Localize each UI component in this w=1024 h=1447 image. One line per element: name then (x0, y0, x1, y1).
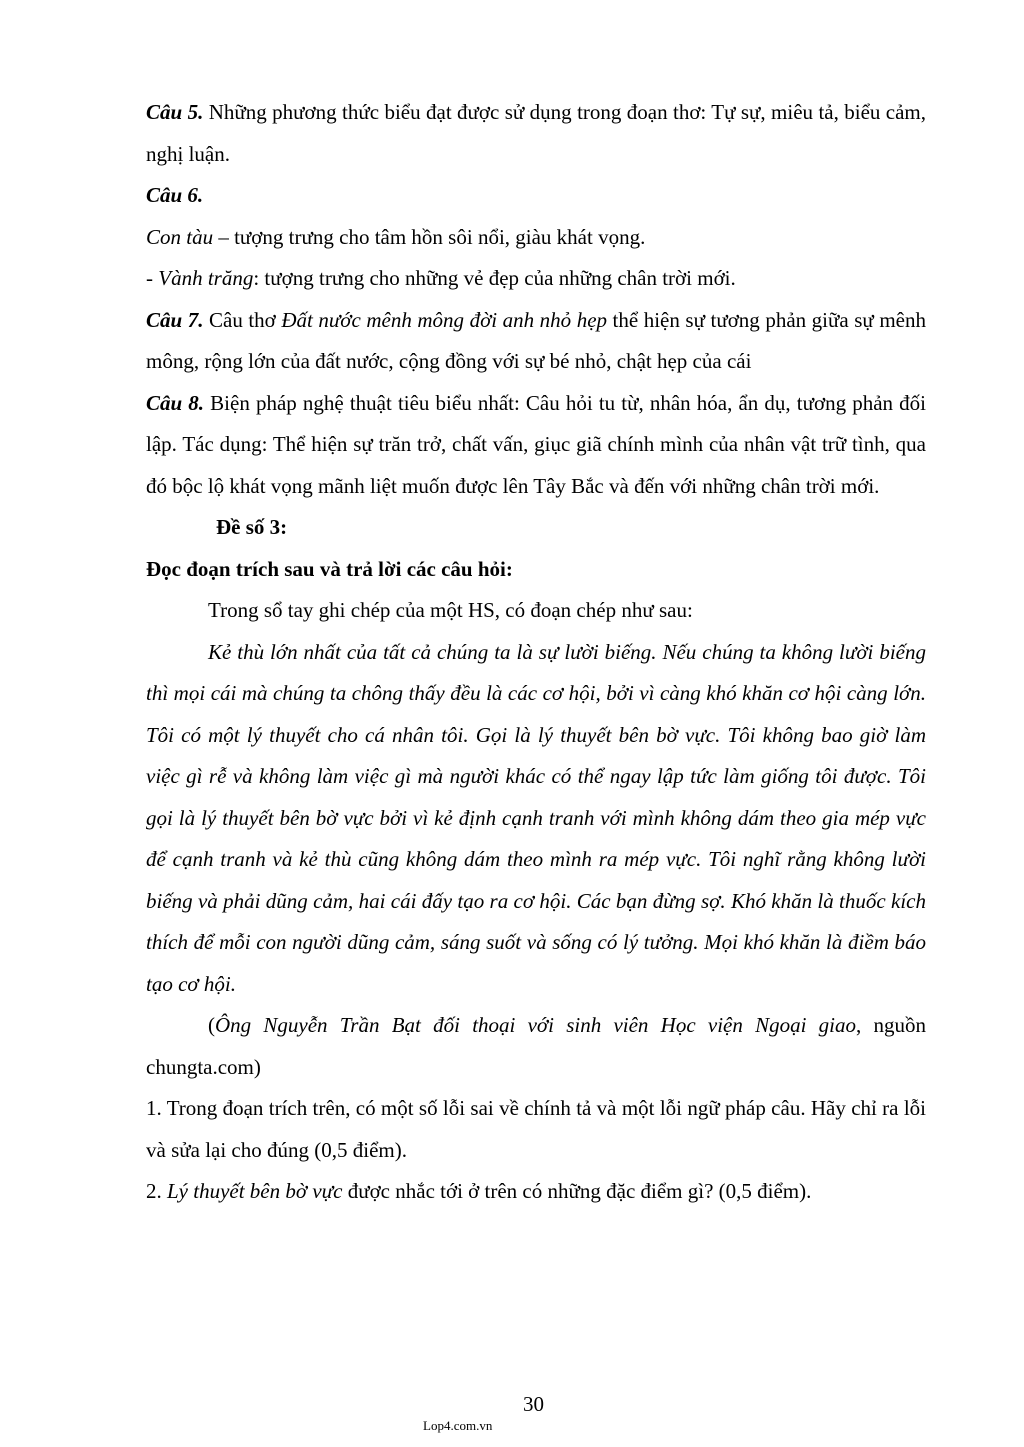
page-number: 30 (523, 1392, 544, 1416)
excerpt-intro: Trong sổ tay ghi chép của một HS, có đoạn chép như sau: (208, 598, 693, 622)
italic-term: Vành trăng (158, 266, 254, 290)
italic-quote: Đất nước mênh mông đời anh nhỏ hẹp (281, 307, 608, 332)
question-label: Câu 6. (146, 183, 204, 207)
italic-term: Lý thuyết bên bờ vực (167, 1179, 343, 1203)
exam-instruction: Đọc đoạn trích sau và trả lời các câu hỏi: (146, 556, 513, 581)
question-label: Câu 8. (146, 390, 205, 415)
question-label: Câu 7. (146, 307, 204, 332)
answer-text: : tượng trưng cho những vẻ đẹp của những chân trời mới. (253, 266, 736, 290)
answer-q6-line2 (146, 258, 926, 300)
answer-q8 (146, 383, 926, 508)
dash-prefix: - (146, 266, 159, 290)
answer-q6-label (146, 175, 926, 217)
source-paren: ( (208, 1013, 215, 1037)
question-1: 1. Trong đoạn trích trên, có một số lỗi sai về chính tả và một lỗi ngữ pháp câu. Hãy chỉ ra lỗi và sửa lại cho đúng (0,5 điểm). (146, 1096, 926, 1162)
answer-q5 (146, 92, 926, 175)
source-title: Ông Nguyễn Trần Bạt đối thoại với sinh viên Học viện Ngoại giao (215, 1013, 857, 1037)
answer-text: – tượng trưng cho tâm hồn sôi nổi, giàu khát vọng. (213, 224, 646, 249)
excerpt-source (146, 1005, 926, 1088)
answer-text: thể hiện sự tương phản giữa sự mênh mông, rộng lớn của đất nước, cộng đồng với sự bé nhỏ, chật hẹp của cái (146, 307, 926, 373)
exam-title: Đề số 3: (216, 515, 288, 539)
footer-site: Lop4.com.vn (423, 1418, 493, 1433)
answer-text: Câu thơ (203, 307, 282, 332)
question-2 (146, 1171, 926, 1213)
question-text: được nhắc tới ở trên có những đặc điểm gì? (0,5 điểm). (342, 1179, 812, 1203)
answer-q6-line1 (146, 217, 926, 259)
question-label: Câu 5. (146, 100, 204, 124)
answer-text: Những phương thức biểu đạt được sử dụng trong đoạn thơ: Tự sự, miêu tả, biểu cảm, nghị luận. (146, 100, 927, 166)
answer-q7 (146, 300, 926, 383)
question-number: 2. (146, 1179, 167, 1203)
answer-text: Biện pháp nghệ thuật tiêu biểu nhất: Câu hỏi tu từ, nhân hóa, ẩn dụ, tương phản đối lập. Tác dụng: Thể hiện sự trăn trở, chất vấn, giục giã chính mình của nhân vật trữ tình, qua đó bộc lộ khát vọng mãnh liệt muốn được lên Tây Bắc và đến với những chân trời mới. (146, 390, 926, 498)
italic-term: Con tàu (146, 224, 214, 249)
source-rest: , nguồn chungta.com) (146, 1013, 927, 1079)
excerpt-text: Kẻ thù lớn nhất của tất cả chúng ta là sự lười biếng. Nếu chúng ta không lười biếng thì mọi cái mà chúng ta chông thấy đều là các cơ hội, bởi vì càng khó khăn cơ hội càng lớn. Tôi có một lý thuyết cho cá nhân tôi. Gọi là lý thuyết bên bờ vực. Tôi không bao giờ làm việc gì rễ và không làm việc gì mà người khác có thể ngay lập tức làm giống tôi được. Tôi gọi là lý thuyết bên bờ vực bởi vì kẻ định cạnh tranh với mình không dám theo gia mép vực để cạnh tranh và kẻ thù cũng không dám theo mình ra mép vực. Tôi nghĩ rằng không lười biếng và phải dũng cảm, hai cái đấy tạo ra cơ hội. Các bạn đừng sợ. Khó khăn là thuốc kích thích để mỗi con người dũng cảm, sáng suốt và sống có lý tưởng. Mọi khó khăn là điềm báo tạo cơ hội. (146, 639, 926, 996)
document-body (146, 92, 926, 1213)
